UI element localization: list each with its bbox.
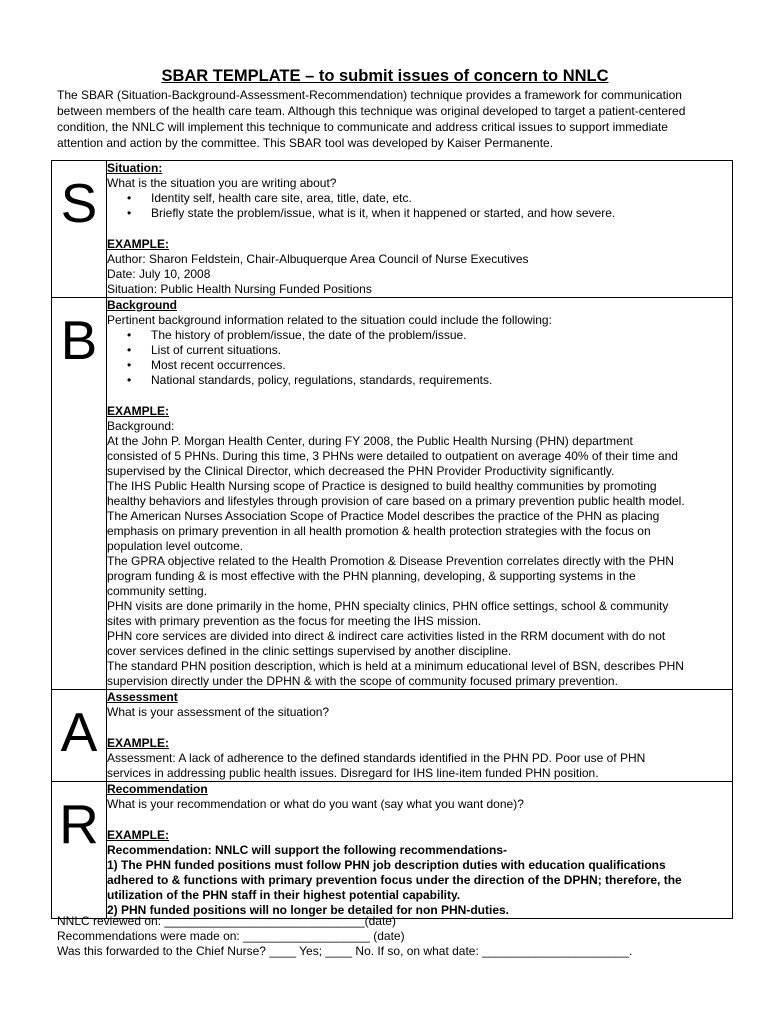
intro-line: attention and action by the committee. This SBAR tool was developed by Kaiser Permanente. xyxy=(57,136,554,150)
situation-heading: Situation: xyxy=(107,161,163,175)
situation-example-label: EXAMPLE: xyxy=(107,237,170,251)
assessment-letter-cell xyxy=(52,690,107,782)
assessment-question: What is your assessment of the situation? xyxy=(107,705,330,719)
review-footer xyxy=(57,914,632,959)
example-line: PHN visits are done primarily in the home, PHN specialty clinics, PHN office settings, school & community xyxy=(107,599,669,613)
example-line: Date: July 10, 2008 xyxy=(107,267,211,281)
background-letter-cell xyxy=(52,298,107,690)
example-line: At the John P. Morgan Health Center, during FY 2008, the Public Health Nursing (PHN) department xyxy=(107,434,633,448)
example-line: PHN core services are divided into direct & indirect care activities listed in the RRM document with do not xyxy=(107,629,666,643)
recommendations-made-line: Recommendations were made on: ___________________ (date) xyxy=(57,929,405,943)
example-line: emphasis on primary prevention in all health promotion & health protection strategies with the focus on xyxy=(107,524,651,538)
example-line: adhered to & functions with primary prevention focus under the direction of the DPHN; therefore, the xyxy=(107,873,682,887)
recommendation-row xyxy=(52,782,733,919)
example-line: program funding & is most effective with the PHN planning, developing, & supporting systems in the xyxy=(107,569,636,583)
intro-line: The SBAR (Situation-Background-Assessment-Recommendation) technique provides a framework for communication xyxy=(57,88,682,102)
example-line: consisted of 5 PHNs. During this time, 3 PHNs were detailed to outpatient on average 40% of their time and xyxy=(107,449,678,463)
example-line: Background: xyxy=(107,419,175,433)
background-heading: Background xyxy=(107,298,178,312)
bullet-item: • List of current situations. xyxy=(107,343,732,358)
example-line: 1) The PHN funded positions must follow PHN job description duties with education qualifications xyxy=(107,858,666,872)
example-line: services in addressing public health issues. Disregard for IHS line-item funded PHN position. xyxy=(107,766,599,780)
assessment-letter: A xyxy=(60,701,98,763)
example-line: Situation: Public Health Nursing Funded Positions xyxy=(107,282,372,296)
intro-paragraph xyxy=(57,87,737,151)
background-row xyxy=(52,298,733,690)
assessment-heading: Assessment xyxy=(107,690,178,704)
situation-question: What is the situation you are writing about? xyxy=(107,176,337,190)
recommendation-heading: Recommendation xyxy=(107,782,208,796)
example-line: sites with primary prevention as the focus for meeting the IHS mission. xyxy=(107,614,482,628)
intro-line: between members of the health care team. Although this technique was original developed to target a patient-centered xyxy=(57,104,686,118)
situation-bullet-list xyxy=(107,191,732,221)
page-title: SBAR TEMPLATE – to submit issues of concern to NNLC xyxy=(161,67,609,85)
bullet-item: • Most recent occurrences. xyxy=(107,358,732,373)
example-line: Author: Sharon Feldstein, Chair-Albuquerque Area Council of Nurse Executives xyxy=(107,252,529,266)
bullet-item: • The history of problem/issue, the date of the problem/issue. xyxy=(107,328,732,343)
example-line: The American Nurses Association Scope of Practice Model describes the practice of the PHN as placing xyxy=(107,509,660,523)
bullet-item: • Briefly state the problem/issue, what is it, when it happened or started, and how severe. xyxy=(107,206,732,221)
example-line: community setting. xyxy=(107,584,208,598)
example-line: population level outcome. xyxy=(107,539,244,553)
example-line: Recommendation: NNLC will support the following recommendations- xyxy=(107,843,508,857)
recommendation-letter-cell xyxy=(52,782,107,919)
example-line: supervision directly under the DPHN & with the scope of community focused primary prevention. xyxy=(107,674,618,688)
intro-line: condition, the NNLC will implement this technique to communicate and address critical issues to support immediate xyxy=(57,120,668,134)
example-line: The standard PHN position description, which is held at a minimum educational level of BSN, describes PHN xyxy=(107,659,684,673)
recommendation-letter: R xyxy=(59,793,99,855)
assessment-example-label: EXAMPLE: xyxy=(107,736,170,750)
assessment-row xyxy=(52,690,733,782)
situation-letter: S xyxy=(60,172,98,234)
example-line: The IHS Public Health Nursing scope of Practice is designed to build healthy communities by promoting xyxy=(107,479,657,493)
forwarded-chief-nurse-line: Was this forwarded to the Chief Nurse? ____ Yes; ____ No. If so, on what date: ______________________. xyxy=(57,944,633,958)
assessment-content xyxy=(107,690,733,782)
example-line: Assessment: A lack of adherence to the defined standards identified in the PHN PD. Poor use of PHN xyxy=(107,751,646,765)
recommendation-content xyxy=(107,782,733,919)
background-content xyxy=(107,298,733,690)
example-line: healthy behaviors and lifestyles through provision of care based on a primary prevention public health model. xyxy=(107,494,685,508)
background-question: Pertinent background information related to the situation could include the following: xyxy=(107,313,552,327)
example-line: supervised by the Clinical Director, which decreased the PHN Provider Productivity significantly. xyxy=(107,464,615,478)
situation-letter-cell xyxy=(52,161,107,298)
background-bullet-list xyxy=(107,328,732,388)
example-line: 2) PHN funded positions will no longer be detailed for non PHN-duties. xyxy=(107,903,510,917)
bullet-item: • National standards, policy, regulations, standards, requirements. xyxy=(107,373,732,388)
example-line: cover services defined in the clinic settings supervised by another discipline. xyxy=(107,644,512,658)
bullet-item: • Identity self, health care site, area, title, date, etc. xyxy=(107,191,732,206)
recommendation-example-label: EXAMPLE: xyxy=(107,828,170,842)
nnlc-reviewed-line: NNLC reviewed on: ______________________________(date) xyxy=(57,914,396,928)
background-example-label: EXAMPLE: xyxy=(107,404,170,418)
recommendation-question: What is your recommendation or what do you want (say what you want done)? xyxy=(107,797,524,811)
situation-content xyxy=(107,161,733,298)
sbar-table xyxy=(51,160,733,919)
situation-row xyxy=(52,161,733,298)
example-line: utilization of the PHN staff in their highest potential capability. xyxy=(107,888,461,902)
example-line: The GPRA objective related to the Health Promotion & Disease Prevention correlates directly with the PHN xyxy=(107,554,674,568)
background-letter: B xyxy=(60,309,98,371)
